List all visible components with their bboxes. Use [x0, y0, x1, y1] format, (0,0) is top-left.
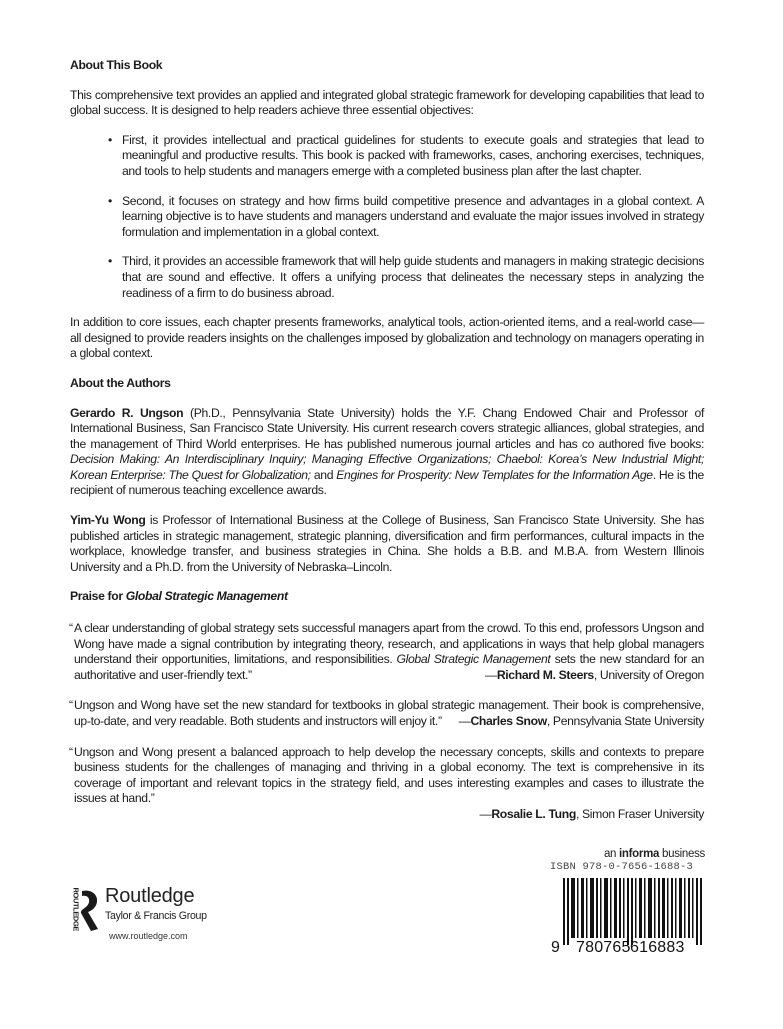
- objectives-list: [70, 133, 704, 301]
- barcode-icon: [563, 878, 703, 945]
- publisher-name: Routledge: [105, 885, 195, 907]
- objective-item: [70, 254, 704, 301]
- author-name: Gerardo R. Ungson: [70, 405, 184, 420]
- ean-digits: 9 780765 616883: [551, 939, 685, 956]
- objective-text: First, it provides intellectual and practical guidelines for students to execute goals and strategies that lead to meaningful and productive results. This book is packed with frameworks, cases, anchoring exercises, techniques, and tools to help students and managers emerge with a completed business plan after the last chapter.: [122, 132, 704, 178]
- author-bio-wong: Yim-Yu Wong is Professor of International Business at the College of Business, San Francisco State University. She has published articles in strategic management, strategic planning, diversification and firm performances, cultural impacts in the workplace, knowledge transfer, and business strategies in China. She holds a B.B. and M.B.A. from Western Illinois University and a Ph.D. from the University of Nebraska–Lincoln.: [70, 513, 704, 574]
- publisher-vertical-mark: ROUTLEDGE: [71, 887, 81, 931]
- praise-quote-snow: “ Ungson and Wong have set the new standard for textbooks in global strategic management. Their book is comprehensive, up-to-date, and very readable. Both students and instructors will enjoy it.” —Charles Snow, Pennsylvania State University: [69, 698, 704, 728]
- book-titles: Decision Making: An Interdisciplinary Inquiry; Managing Effective Organizations; Chaebol: Korea’s New Industrial Might; Korean Enterprise: The Quest for Globalization;: [70, 452, 704, 482]
- book-title: Engines for Prosperity: New Templates for the Information Age: [336, 467, 653, 482]
- praise-quote-tung: “ Ungson and Wong present a balanced approach to help develop the necessary concepts, skills and contexts to prepare business students for the challenges of managing and thriving in a global economy. The text is comprehensive in its coverage of important and relevant topics in the strategy field, and uses interesting examples and cases to illustrate the issues at hand.” —Rosalie L. Tung, Simon Fraser University: [69, 744, 704, 821]
- about-authors-heading: About the Authors: [70, 375, 171, 390]
- bullet-icon: •: [108, 254, 112, 269]
- praise-heading: Praise for Global Strategic Management: [70, 589, 288, 604]
- bullet-icon: •: [108, 132, 112, 147]
- publisher-group: Taylor & Francis Group: [105, 910, 207, 922]
- praise-book-title: Global Strategic Management: [125, 589, 288, 604]
- isbn-number: ISBN 978-0-7656-1688-3: [550, 861, 694, 873]
- about-book-intro: This comprehensive text provides an applied and integrated global strategic framework for developing capabilities that lead to global success. It is designed to help readers achieve three essential objectives:: [70, 87, 704, 118]
- author-bio-ungson: Gerardo R. Ungson (Ph.D., Pennsylvania State University) holds the Y.F. Chang Endowed Chair and Professor of International Business, San Francisco State University. His current research covers strategic alliances, global strategies, and the management of Third World enterprises. He has published numerous journal articles and has co authored five books: Decision Making: An Interdisciplinary Inquiry; Managing Effective Organizations; Chaebol: Korea’s New Industrial Might; Korean Enterprise: The Quest for Globalization; and Engines for Prosperity: New Templates for the Information Age. He is the recipient of numerous teaching excellence awards.: [70, 405, 704, 498]
- publisher-logo: [68, 887, 258, 949]
- about-book-closing: In addition to core issues, each chapter presents frameworks, analytical tools, action-oriented items, and a real-world case—all designed to provide readers insights on the challenges imposed by globalization and technology on managers operating in a global context.: [70, 315, 704, 361]
- quote-attribution: —Richard M. Steers, University of Oregon: [484, 667, 704, 682]
- objective-text: Third, it provides an accessible framework that will help guide students and managers in making strategic decisions that are sound and effective. It offers a unifying process that delineates the necessary steps in analyzing the readiness of a firm to do business abroad.: [122, 254, 704, 300]
- praise-quote-steers: “ A clear understanding of global strategy sets successful managers apart from the crowd. To this end, professors Ungson and Wong have made a signal contribution by integrating theory, research, and applications in ways that help global managers understand their opportunities, limitations, and responsibilities. Global Strategic Management sets the new standard for an authoritative and user-friendly text.” —Richard M. Steers, University of Oregon: [69, 621, 704, 682]
- quote-attribution: —Charles Snow, Pennsylvania State University: [458, 714, 704, 728]
- objective-item: [70, 133, 704, 180]
- publisher-url: www.routledge.com: [109, 931, 188, 941]
- author-name: Yim-Yu Wong: [70, 513, 146, 528]
- bullet-icon: •: [108, 193, 112, 208]
- isbn-barcode-block: [545, 848, 705, 958]
- objective-item: [70, 194, 704, 241]
- informa-tagline: an informa business: [603, 848, 705, 860]
- about-book-heading: About This Book: [70, 58, 163, 72]
- quote-attribution: —Rosalie L. Tung, Simon Fraser University: [479, 806, 704, 821]
- objective-text: Second, it focuses on strategy and how firms build competitive presence and advantages in a global context. A learning objective is to have students and managers understand and evaluate the major issues involved in strategy formulation and implementation in a global context.: [122, 193, 704, 239]
- back-cover-text: [70, 58, 704, 838]
